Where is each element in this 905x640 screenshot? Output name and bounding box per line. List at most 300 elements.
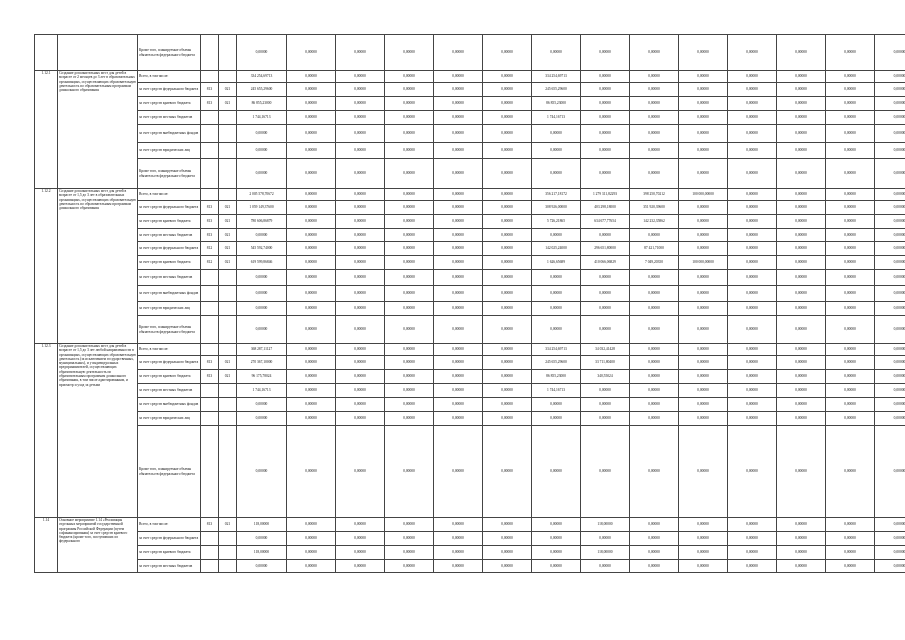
year-value: 0,00000 [385,546,434,560]
funding-source: за счет средств местных бюджетов [138,560,201,573]
year-value: 0,00000 [875,229,905,242]
year-value: 0,00000 [434,256,483,270]
year-value: 0,00000 [728,256,777,270]
year-value: 0,00000 [483,532,532,546]
year-value: 1 744,16713 [532,384,581,398]
year-value: 0,00000 [581,143,630,159]
year-value: 0,00000 [385,302,434,316]
year-value: 0,00000 [728,229,777,242]
funding-source: Кроме того, планируемые объемы обязательств федерального бюджета [138,159,201,189]
section-number: 1.12.3 [35,344,58,518]
year-value: 0,00000 [728,546,777,560]
year-value: 0,00000 [434,370,483,384]
year-value: 0,00000 [532,159,581,189]
year-value: 0,00000 [336,286,385,302]
year-value: 0,00000 [581,286,630,302]
year-value: 0,00000 [385,159,434,189]
year-value: 0,00000 [483,215,532,229]
section-code [219,143,237,159]
year-value: 398 250,70212 [630,189,679,201]
year-value: 0,00000 [287,370,336,384]
year-value: 0,00000 [581,83,630,97]
year-value: 0,00000 [826,370,875,384]
year-value: 0,00000 [630,97,679,111]
year-value: 0,00000 [434,426,483,518]
year-value: 0,00000 [777,286,826,302]
year-value: 0,00000 [875,215,905,229]
year-value: 1 744,16713 [532,111,581,125]
funding-source: за счет средств краевого бюджета [138,97,201,111]
year-value: 0,00000 [336,426,385,518]
year-value: 0,00000 [336,412,385,426]
section-code: 021 [219,256,237,270]
year-value: 0,00000 [532,143,581,159]
year-value: 0,00000 [679,83,728,97]
total-value: 780 606,86879 [237,215,287,229]
funding-source: за счет средств краевого бюджета [138,256,201,270]
total-value: 0,00000 [237,270,287,286]
section-code [219,302,237,316]
year-value: 0,00000 [287,189,336,201]
year-value: 0,00000 [483,143,532,159]
grbs-code [201,316,219,344]
year-value: 0,00000 [777,125,826,143]
year-value: 0,00000 [728,215,777,229]
year-value: 0,00000 [875,201,905,215]
year-value: 0,00000 [385,97,434,111]
grbs-code: 813 [201,370,219,384]
year-value: 0,00000 [630,370,679,384]
year-value: 0,00000 [581,111,630,125]
total-value: 270 367,10000 [237,356,287,370]
section-name: Основное мероприятие 1.14 «Реализация отдельных мероприятий государственной программы Российской Федерации (путем софинансирования) за счет средств краевого бюджета (кроме того, поступивших из федерального [58,518,138,573]
year-value: 0,00000 [581,398,630,412]
year-value: 33 711,80400 [581,356,630,370]
year-value: 0,00000 [483,398,532,412]
year-value: 245 655,29600 [532,83,581,97]
year-value: 0,00000 [385,83,434,97]
year-value: 0,00000 [385,412,434,426]
year-value: 0,00000 [532,412,581,426]
year-value: 0,00000 [875,159,905,189]
year-value: 0,00000 [630,426,679,518]
year-value: 0,00000 [336,302,385,316]
section-name: Создание дополнительных мест для детей в возрасте от 2 месяцев до 3 лет в образовательных организациях, осуществляющих образовательную деятельность по образовательным программам дошкольного образования [58,71,138,189]
table-row [35,242,905,256]
year-value: 0,00000 [826,316,875,344]
funding-source: за счет средств краевого бюджета [138,215,201,229]
year-value: 334 254,69713 [532,344,581,356]
year-value: 0,00000 [777,35,826,71]
total-value: 0,00000 [237,316,287,344]
year-value: 0,00000 [875,518,905,532]
year-value: 0,00000 [434,302,483,316]
year-value: 0,00000 [434,143,483,159]
section-code: 021 [219,229,237,242]
year-value: 0,00000 [777,532,826,546]
year-value: 0,00000 [728,35,777,71]
total-value: 1 059 149,37600 [237,201,287,215]
year-value: 0,00000 [287,242,336,256]
year-value: 0,00000 [630,229,679,242]
year-value: 0,00000 [728,97,777,111]
funding-source: за счет средств внебюджетных фондов [138,286,201,302]
year-value: 0,00000 [336,384,385,398]
year-value: 0,00000 [679,270,728,286]
year-value: 0,00000 [581,532,630,546]
year-value: 0,00000 [434,215,483,229]
year-value: 0,00000 [336,215,385,229]
year-value: 0,00000 [287,316,336,344]
year-value: 0,00000 [532,229,581,242]
section-code [219,159,237,189]
year-value: 0,00000 [630,316,679,344]
year-value: 0,00000 [581,316,630,344]
year-value: 0,00000 [777,546,826,560]
year-value: 0,00000 [336,546,385,560]
year-value: 0,00000 [434,518,483,532]
year-value: 0,00000 [630,159,679,189]
table-row [35,286,905,302]
table-row [35,316,905,344]
year-value: 0,00000 [728,518,777,532]
year-value: 0,00000 [875,384,905,398]
year-value: 0,00000 [385,71,434,83]
section-code [219,189,237,201]
year-value: 0,00000 [630,398,679,412]
total-value: 619 599,86846 [237,256,287,270]
year-value: 0,00000 [385,201,434,215]
year-value: 0,00000 [483,256,532,270]
year-value: 0,00000 [826,356,875,370]
grbs-code [201,286,219,302]
year-value: 0,00000 [630,35,679,71]
year-value: 634 677,77654 [581,215,630,229]
section-code [219,398,237,412]
funding-source: за счет средств местных бюджетов [138,229,201,242]
total-value: 2 005 578,70672 [237,189,287,201]
year-value: 0,00000 [385,143,434,159]
year-value: 0,00000 [679,398,728,412]
grbs-code [201,125,219,143]
year-value: 0,00000 [532,125,581,143]
year-value: 0,00000 [287,143,336,159]
year-value: 0,00000 [875,189,905,201]
section-code [219,286,237,302]
year-value: 0,00000 [483,426,532,518]
table-row [35,71,905,83]
year-value: 0,00000 [679,518,728,532]
grbs-code: 813 [201,356,219,370]
table-row [35,426,905,518]
grbs-code [201,111,219,125]
section-code [219,560,237,573]
year-value: 0,00000 [777,370,826,384]
year-value: 245 655,29600 [532,356,581,370]
year-value: 0,00000 [385,229,434,242]
funding-source: Всего, в том числе: [138,189,201,201]
year-value: 0,00000 [483,344,532,356]
year-value: 0,00000 [728,143,777,159]
year-value: 0,00000 [385,286,434,302]
section-code [219,532,237,546]
year-value: 0,00000 [875,242,905,256]
year-value: 0,00000 [483,302,532,316]
grbs-code: 813 [201,518,219,532]
year-value: 0,00000 [826,125,875,143]
year-value: 0,00000 [287,532,336,546]
year-value: 0,00000 [532,546,581,560]
year-value: 0,00000 [434,189,483,201]
year-value: 0,00000 [777,83,826,97]
year-value: 0,00000 [483,35,532,71]
year-value: 0,00000 [630,143,679,159]
year-value: 0,00000 [434,412,483,426]
year-value: 0,00000 [434,560,483,573]
year-value: 0,00000 [434,71,483,83]
year-value: 0,00000 [875,270,905,286]
year-value: 0,00000 [483,111,532,125]
year-value: 0,00000 [728,270,777,286]
section-code [219,344,237,356]
total-value: 334 254,69713 [237,71,287,83]
table-row [35,35,905,71]
year-value: 0,00000 [336,242,385,256]
year-value: 0,00000 [287,229,336,242]
year-value: 0,00000 [875,316,905,344]
section-code [219,111,237,125]
year-value: 142 232,35862 [630,215,679,229]
year-value: 0,00000 [777,560,826,573]
year-value: 0,00000 [728,316,777,344]
year-value: 0,00000 [483,71,532,83]
year-value: 0,00000 [875,560,905,573]
year-value: 0,00000 [875,426,905,518]
grbs-code: 813 [201,83,219,97]
year-value: 0,00000 [875,35,905,71]
year-value: 0,00000 [483,270,532,286]
year-value: 0,00000 [336,189,385,201]
table-row [35,398,905,412]
total-value: 245 655,29600 [237,83,287,97]
total-value: 0,00000 [237,159,287,189]
year-value: 100 000,00000 [679,256,728,270]
year-value: 0,00000 [728,398,777,412]
year-value: 0,00000 [728,356,777,370]
year-value: 0,00000 [826,344,875,356]
year-value: 0,00000 [532,560,581,573]
year-value: 0,00000 [434,201,483,215]
year-value: 0,00000 [679,229,728,242]
year-value: 0,00000 [728,189,777,201]
year-value: 0,00000 [630,270,679,286]
year-value: 0,00000 [287,560,336,573]
section-code: 021 [219,83,237,97]
year-value: 7 049,20350 [630,256,679,270]
grbs-code [201,532,219,546]
total-value: 86 855,23000 [237,97,287,111]
year-value: 0,00000 [875,125,905,143]
year-value: 0,00000 [679,344,728,356]
year-value: 0,00000 [483,316,532,344]
year-value: 0,00000 [287,111,336,125]
year-value: 0,00000 [630,532,679,546]
year-value: 0,00000 [679,286,728,302]
section-code: 021 [219,356,237,370]
year-value: 0,00000 [483,159,532,189]
year-value: 0,00000 [483,518,532,532]
year-value: 0,00000 [385,384,434,398]
year-value: 0,00000 [679,215,728,229]
section-number: 1.12.1 [35,71,58,189]
year-value: 0,00000 [287,201,336,215]
year-value: 0,00000 [287,412,336,426]
year-value: 0,00000 [826,302,875,316]
funding-source: за счет средств краевого бюджета [138,546,201,560]
year-value: 0,00000 [581,270,630,286]
year-value: 0,00000 [483,560,532,573]
table-row [35,159,905,189]
year-value: 0,00000 [483,286,532,302]
year-value: 0,00000 [826,398,875,412]
total-value: 368 287,11127 [237,344,287,356]
grbs-code [201,560,219,573]
year-value: 0,00000 [728,125,777,143]
year-value: 0,00000 [434,344,483,356]
year-value: 0,00000 [728,286,777,302]
year-value: 308 926,00000 [532,201,581,215]
grbs-code [201,71,219,83]
year-value: 0,00000 [385,344,434,356]
total-value: 0,00000 [237,286,287,302]
year-value: 0,00000 [581,560,630,573]
grbs-code [201,546,219,560]
table-row [35,229,905,242]
year-value: 87 421,71000 [630,242,679,256]
year-value: 0,00000 [336,370,385,384]
year-value: 0,00000 [581,125,630,143]
year-value: 0,00000 [826,189,875,201]
year-value: 0,00000 [581,229,630,242]
funding-source: Всего, в том числе: [138,71,201,83]
grbs-code [201,398,219,412]
year-value: 0,00000 [287,344,336,356]
year-value: 0,00000 [679,316,728,344]
total-value: 1 744,16713 [237,111,287,125]
year-value: 0,00000 [336,143,385,159]
section-code: 021 [219,201,237,215]
year-value: 0,00000 [728,412,777,426]
year-value: 0,00000 [581,35,630,71]
grbs-code [201,35,219,71]
year-value: 0,00000 [679,111,728,125]
year-value: 0,00000 [287,256,336,270]
year-value: 0,00000 [728,384,777,398]
year-value: 0,00000 [777,97,826,111]
year-value: 356 217,18172 [532,189,581,201]
year-value: 0,00000 [483,83,532,97]
grbs-code: 813 [201,215,219,229]
year-value: 0,00000 [483,546,532,560]
year-value: 0,00000 [434,286,483,302]
year-value: 0,00000 [728,302,777,316]
total-value: 96 175,78024 [237,370,287,384]
year-value: 0,00000 [581,159,630,189]
year-value: 0,00000 [581,97,630,111]
year-value: 0,00000 [287,270,336,286]
year-value: 0,00000 [679,159,728,189]
year-value: 0,00000 [777,426,826,518]
year-value: 0,00000 [287,426,336,518]
year-value: 142 025,24000 [532,242,581,256]
year-value: 0,00000 [385,270,434,286]
table-row [35,560,905,573]
table-row [35,83,905,97]
year-value: 0,00000 [679,532,728,546]
year-value: 100 000,00000 [679,189,728,201]
year-value: 0,00000 [385,242,434,256]
year-value: 0,00000 [287,125,336,143]
year-value: 0,00000 [777,242,826,256]
year-value: 334 254,69713 [532,71,581,83]
total-value: 1 744,16713 [237,384,287,398]
year-value: 0,00000 [336,256,385,270]
year-value: 0,00000 [826,83,875,97]
year-value: 0,00000 [826,560,875,573]
table-row [35,143,905,159]
year-value: 0,00000 [385,532,434,546]
year-value: 0,00000 [875,97,905,111]
year-value: 0,00000 [434,546,483,560]
year-value: 0,00000 [287,97,336,111]
section-number: 1.12.2 [35,189,58,344]
year-value: 0,00000 [777,229,826,242]
year-value: 0,00000 [777,316,826,344]
total-value: 0,00000 [237,426,287,518]
year-value: 0,00000 [826,384,875,398]
year-value: 296 651,80000 [581,242,630,256]
year-value: 0,00000 [630,412,679,426]
table-row [35,546,905,560]
year-value: 0,00000 [287,159,336,189]
grbs-code [201,344,219,356]
year-value: 0,00000 [826,201,875,215]
total-value: 545 592,74000 [237,242,287,256]
grbs-code [201,412,219,426]
year-value: 0,00000 [679,426,728,518]
year-value: 0,00000 [875,71,905,83]
year-value: 0,00000 [875,356,905,370]
total-value: 0,00000 [237,398,287,412]
funding-source: за счет средств внебюджетных фондов [138,125,201,143]
grbs-code [201,384,219,398]
year-value: 0,00000 [826,97,875,111]
total-value: 118,00000 [237,546,287,560]
year-value: 0,00000 [826,215,875,229]
year-value: 0,00000 [875,412,905,426]
year-value: 0,00000 [287,518,336,532]
table-row [35,412,905,426]
year-value: 0,00000 [777,159,826,189]
year-value: 0,00000 [728,426,777,518]
funding-source: Всего, в том числе: [138,344,201,356]
table-row [35,256,905,270]
year-value: 0,00000 [875,532,905,546]
year-value: 0,00000 [679,560,728,573]
year-value: 0,00000 [679,370,728,384]
year-value: 0,00000 [875,370,905,384]
year-value: 0,00000 [826,159,875,189]
